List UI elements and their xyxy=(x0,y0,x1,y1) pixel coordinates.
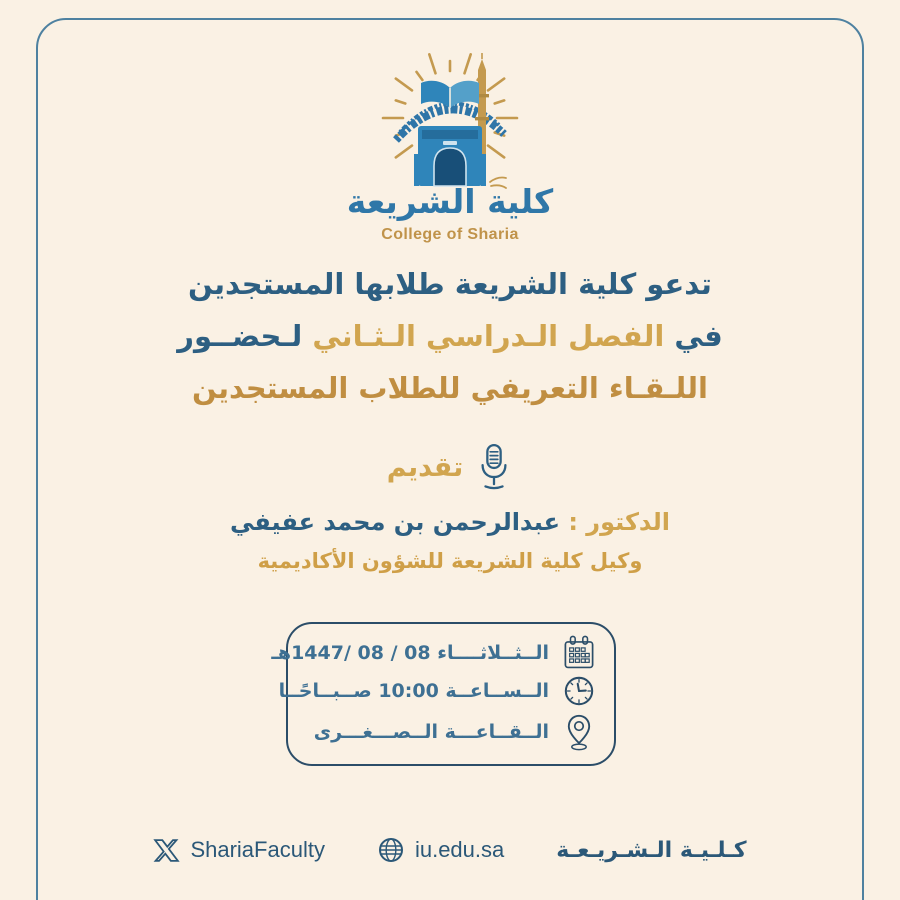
footer xyxy=(0,836,900,864)
presenter-title-prefix: الدكتور : xyxy=(559,508,671,536)
event-date: الــثــلاثــــاء 08 / 08 /1447هـ xyxy=(271,642,549,665)
event-details-box xyxy=(271,622,616,766)
website-url: iu.edu.sa xyxy=(414,837,505,862)
headline-line2-prefix: في xyxy=(664,319,723,353)
college-name-english: College of Sharia xyxy=(381,226,519,243)
x-logo-icon xyxy=(153,837,180,864)
microphone-icon xyxy=(475,441,513,493)
clock-icon xyxy=(562,674,596,708)
headline-line2-highlight: الفصل الـدراسي الـثـاني xyxy=(312,319,665,353)
headline xyxy=(0,258,900,414)
headline-line2 xyxy=(0,310,900,362)
presenter-name: عبدالرحمن بن محمد عفيفي xyxy=(229,508,560,536)
mosque-gate-icon xyxy=(414,126,486,186)
location-pin-icon xyxy=(562,711,596,753)
globe-icon xyxy=(377,836,405,864)
x-handle: ShariaFaculty xyxy=(190,837,325,862)
headline-line2-suffix: لـحضــور xyxy=(177,319,313,353)
website-link[interactable] xyxy=(377,836,504,864)
college-name-calligraphy: كلية الشريعة xyxy=(346,182,554,221)
date-row xyxy=(271,635,596,671)
open-book-icon xyxy=(421,81,479,108)
event-time: الــســاعــة 10:00 صــبــاحًــا xyxy=(278,679,549,702)
x-social-link[interactable] xyxy=(153,837,325,864)
event-location: الــقــاعـــة الــصـــغـــرى xyxy=(313,720,549,743)
headline-line3: اللـقـاء التعريفي للطلاب المستجدين xyxy=(192,371,708,405)
presenter-name-line xyxy=(0,508,900,536)
footer-college-name: كـلـيـة الـشـريـعـة xyxy=(556,837,747,863)
location-row xyxy=(306,711,596,753)
calendar-icon xyxy=(562,635,596,671)
headline-line1: تدعو كلية الشريعة طلابها المستجدين xyxy=(188,267,712,301)
time-row xyxy=(278,674,596,708)
presented-by xyxy=(0,441,900,493)
presented-by-label: تقديم xyxy=(386,451,464,483)
presenter-role: وكيل كلية الشريعة للشؤون الأكاديمية xyxy=(257,549,643,573)
